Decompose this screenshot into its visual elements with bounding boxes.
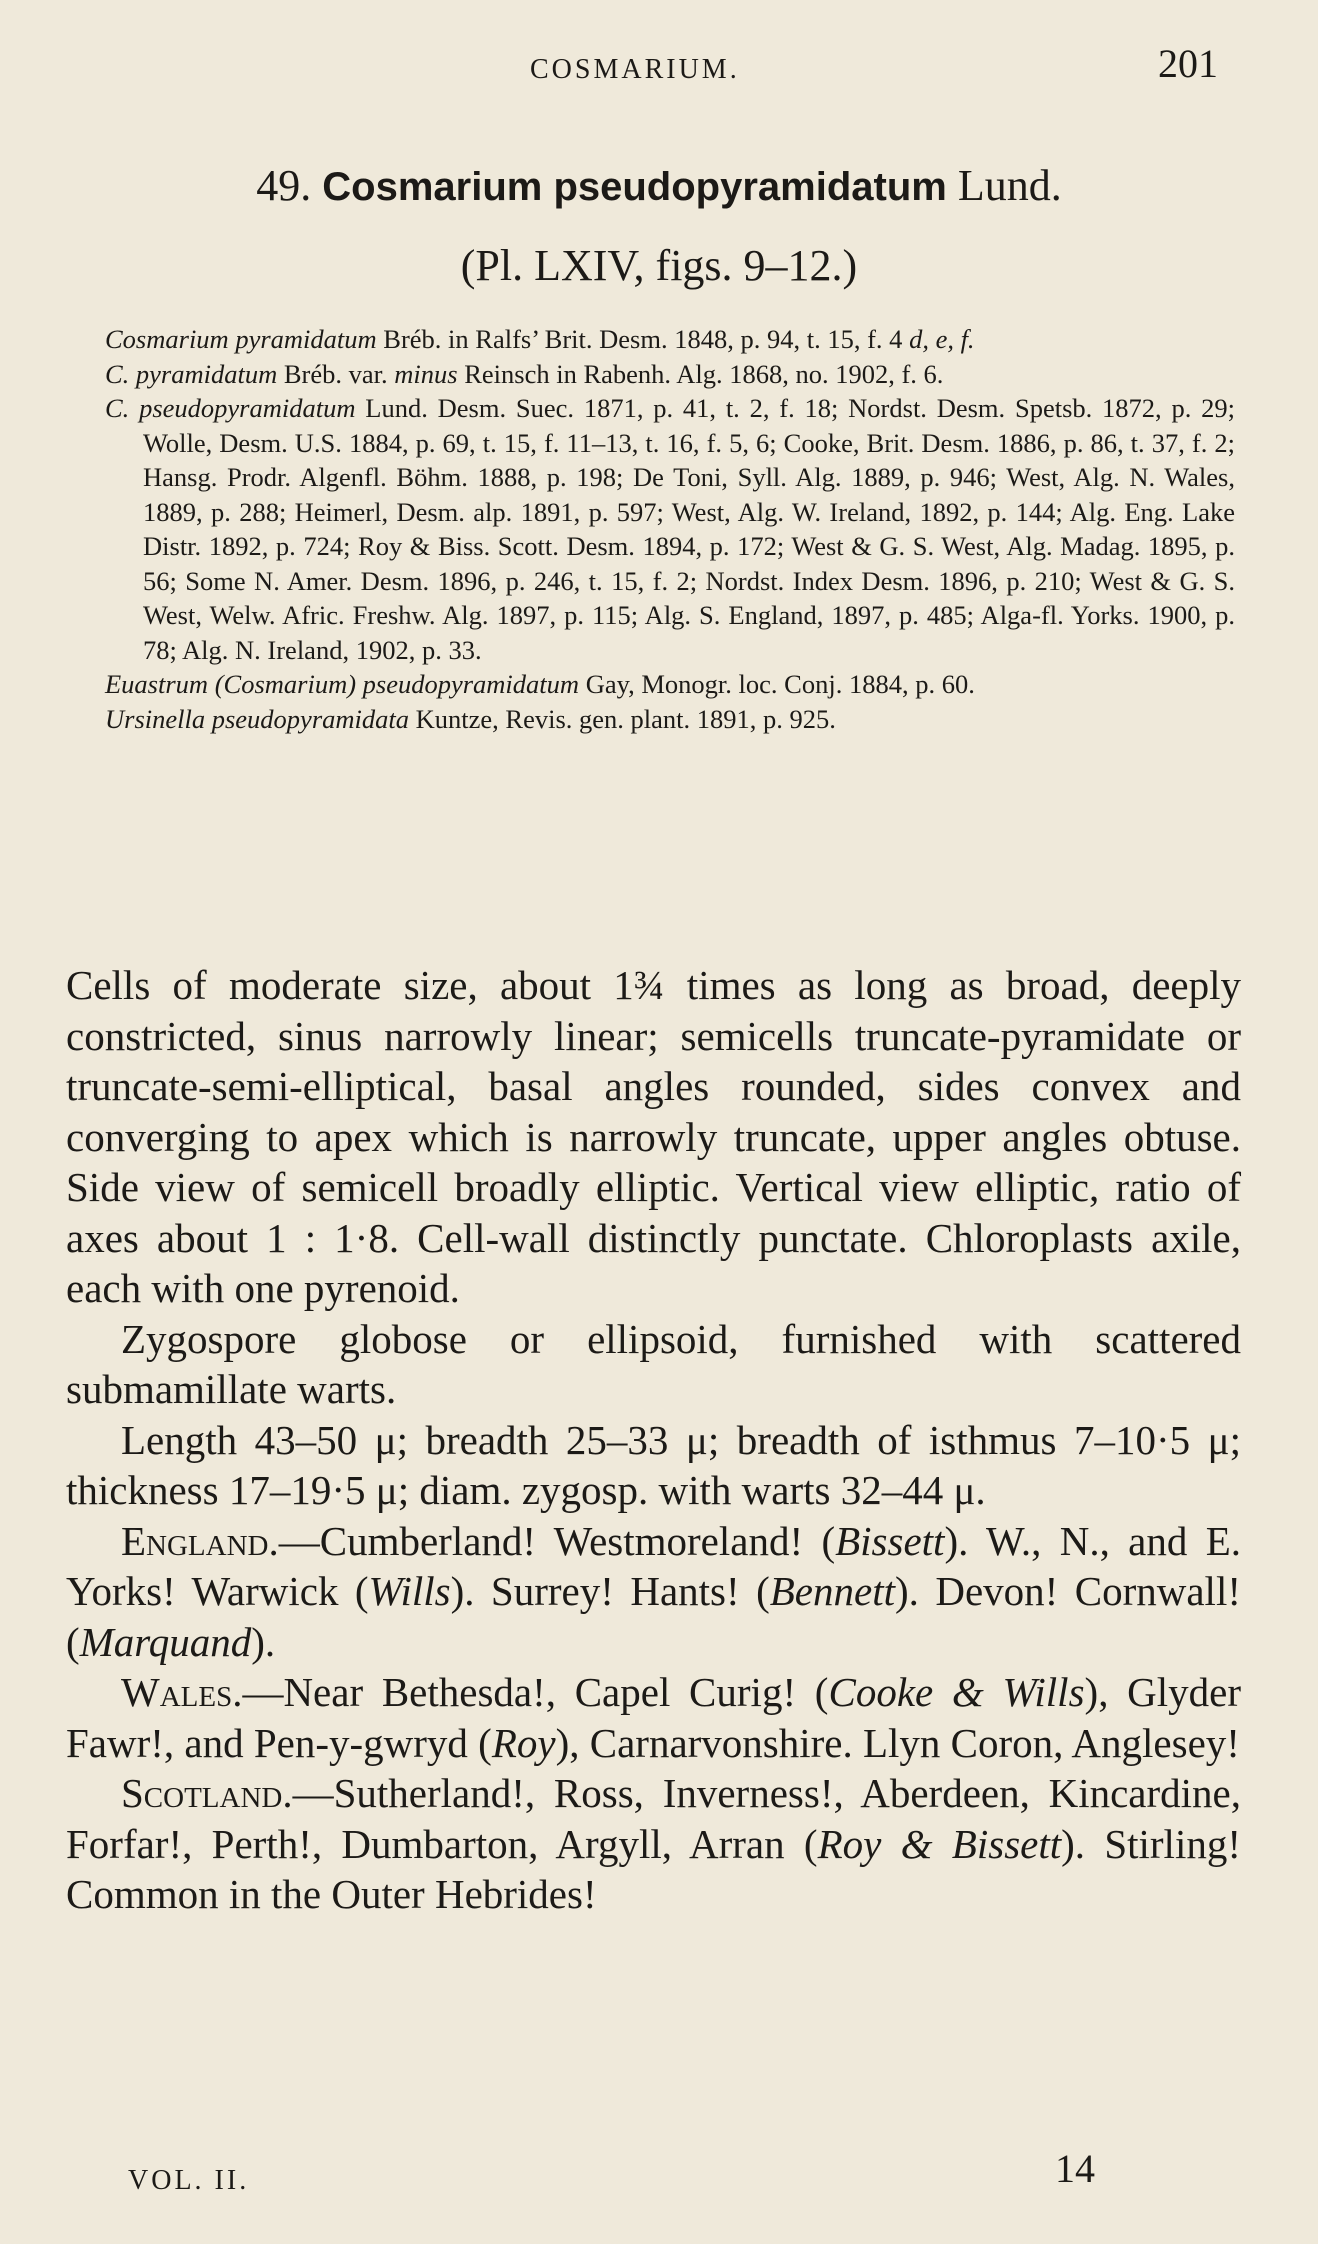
synonym-citation: Lund. Desm. Suec. 1871, p. 41, t. 2, f. 18; Nordst. Desm. Spetsb. 1872, p. 29; Wolle, Desm. U.S. 1884, p. 69, t. 15, f. 11–13, t. 16, f. 5, 6; Cooke, Brit. Desm. 1886, p. 86, t. 37, f. 2; Hansg. Prodr. Algenfl. Böhm. 1888, p. 198; De Toni, Syll. Alg. 1889, p. 946; West, Alg. N. Wales, 1889, p. 288; Heimerl, Desm. alp. 1891, p. 597; West, Alg. W. Ireland, 1892, p. 144; Alg. Eng. Lake Distr. 1892, p. 724; Roy & Biss. Scott. Desm. 1894, p. 172; West & G. S. West, Alg. Madag. 1895, p. 56; Some N. Amer. Desm. 1896, p. 246, t. 15, f. 2; Nordst. Index Desm. 1896, p. 210; West & G. S. West, Welw. Afric. Freshw. Alg. 1897, p. 115; Alg. S. England, 1897, p. 485; Alga-fl. Yorks. 1900, p. 78; Alg. N. Ireland, 1902, p. 33. bbox=[143, 393, 1236, 665]
page-footer bbox=[0, 2145, 1318, 2205]
running-title: COSMARIUM. bbox=[530, 54, 740, 85]
synonym-name: C. pyramidatum bbox=[105, 358, 278, 389]
synonym-citation: Kuntze, Revis. gen. plant. 1891, p. 925. bbox=[409, 703, 836, 734]
signature-mark: 14 bbox=[1055, 2146, 1095, 2191]
description-zygospore: Zygospore globose or ellipsoid, furnished with scattered submamillate warts. bbox=[66, 1315, 1241, 1412]
synonym-citation-continued: Reinsch in Rabenh. Alg. 1868, no. 1902, f. 6. bbox=[457, 358, 944, 389]
region-label: England. bbox=[121, 1517, 279, 1564]
volume-mark: VOL. II. bbox=[128, 2165, 250, 2196]
description-cells: Cells of moderate size, about 1¾ times as long as broad, deeply constricted, sinus narrowly linear; semicells truncate-pyramidate or truncate-semi-elliptical, basal angles rounded, sides convex and converging to apex which is narrowly truncate, upper angles obtuse. Side view of semicell broadly elliptic. Vertical view elliptic, ratio of axes about 1 : 1·8. Cell-wall distinctly punctate. Chloroplasts axile, each with one pyrenoid. bbox=[66, 962, 1241, 1311]
species-name: Cosmarium pseudopyramidatum bbox=[322, 165, 947, 209]
distribution-wales: Wales.—Near Bethesda!, Capel Curig! (Cooke & Wills), Glyder Fawr!, and Pen-y-gwryd (Roy), Carnarvonshire. Llyn Coron, Anglesey! bbox=[66, 1669, 1242, 1766]
species-heading bbox=[0, 160, 1318, 211]
synonym-citation: Gay, Monogr. loc. Conj. 1884, p. 60. bbox=[579, 669, 975, 699]
synonym-entry bbox=[105, 357, 1235, 392]
synonym-figures: d, e, f. bbox=[909, 324, 975, 354]
synonym-entry bbox=[105, 391, 1235, 667]
synonym-variety: minus bbox=[394, 358, 458, 389]
synonym-name: C. pseudopyramidatum bbox=[105, 393, 356, 423]
species-number: 49. bbox=[256, 161, 312, 210]
synonym-entry bbox=[105, 702, 1235, 737]
plate-reference: (Pl. LXIV, figs. 9–12.) bbox=[460, 241, 858, 290]
synonymy-list bbox=[105, 322, 1235, 736]
running-head bbox=[0, 38, 1318, 88]
synonym-name: Cosmarium pyramidatum bbox=[105, 324, 377, 354]
distribution-england: England.—Cumberland! Westmoreland! (Bissett). W., N., and E. Yorks! Warwick (Wills). Surrey! Hants! (Bennett). Devon! Cornwall! (Marquand). bbox=[66, 1517, 1241, 1665]
species-description bbox=[66, 960, 1241, 1920]
synonym-entry bbox=[105, 322, 1235, 357]
region-label: Wales. bbox=[121, 1669, 243, 1715]
synonym-name: Euastrum (Cosmarium) pseudopyramidatum bbox=[105, 669, 580, 699]
synonym-name: Ursinella pseudopyramidata bbox=[105, 703, 409, 734]
description-measurements: Length 43–50 μ; breadth 25–33 μ; breadth of isthmus 7–10·5 μ; thickness 17–19·5 μ; diam. zygosp. with warts 32–44 μ. bbox=[66, 1416, 1241, 1513]
species-author: Lund. bbox=[957, 161, 1062, 210]
region-label: Scotland. bbox=[121, 1770, 293, 1816]
distribution-scotland: Scotland.—Sutherland!, Ross, Inverness!, Aberdeen, Kincardine, Forfar!, Perth!, Dumbarton, Argyll, Arran (Roy & Bissett). Stirling! Common in the Outer Hebrides! bbox=[66, 1770, 1241, 1917]
synonym-entry bbox=[105, 667, 1235, 702]
synonym-citation: Bréb. in Ralfs’ Brit. Desm. 1848, p. 94, t. 15, f. 4 bbox=[376, 324, 910, 354]
synonym-citation: Bréb. var. bbox=[277, 358, 395, 389]
page-number: 201 bbox=[1158, 41, 1218, 86]
